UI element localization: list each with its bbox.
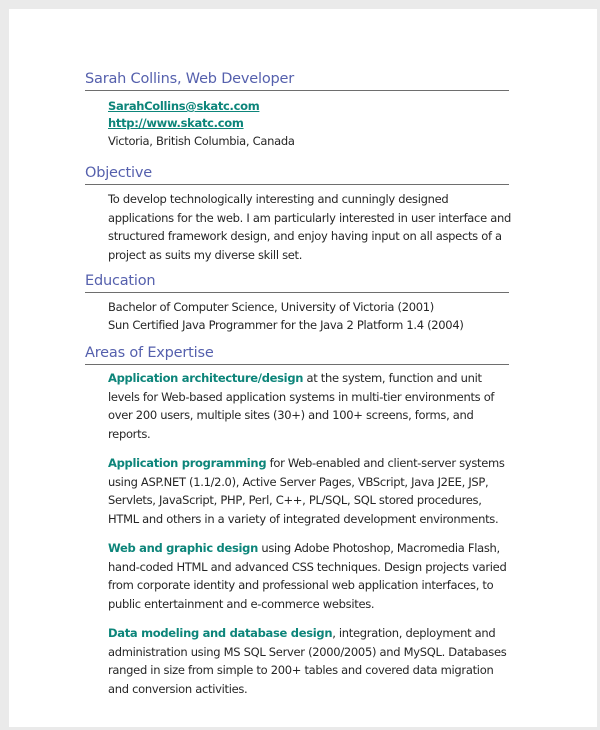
objective-text: To develop technologically interesting and cunningly designed applications for the web. I am particularly interested in user interface and structured framework design, and enjoy having input on all aspects of a project as suits my diverse skill set. — [108, 192, 511, 262]
education-item: Sun Certified Java Programmer for the Java 2 Platform 1.4 (2004) — [108, 318, 464, 332]
resume-content — [9, 9, 509, 698]
education-heading: Education — [85, 273, 509, 293]
contact-block — [108, 98, 509, 150]
expertise-item-text: for Web-enabled and client-server systems using ASP.NET (1.1/2.0), Active Server Pages, VBScript, Java J2EE, JSP, Servlets, JavaScript, PHP, Perl, C++, PL/SQL, SQL stored procedures, HTML and others in a variety of integrated development environments. — [108, 456, 505, 526]
expertise-item-lead: Web and graphic design — [108, 541, 258, 555]
expertise-heading: Areas of Expertise — [85, 345, 509, 365]
website-link[interactable]: http://www.skatc.com — [108, 116, 244, 130]
expertise-item-text: using Adobe Photoshop, Macromedia Flash, hand-coded HTML and advanced CSS techniques. Design projects varied from corporate identity and professional web application interfaces, to public entertainment and e-commerce websites. — [108, 541, 507, 611]
expertise-item-text: , integration, deployment and administration using MS SQL Server (2000/2005) and MySQL. Databases ranged in size from simple to 200+ tables and covered data migration and conversion activities. — [108, 626, 507, 696]
expertise-item — [108, 369, 512, 443]
section-expertise — [85, 345, 509, 698]
expertise-item — [108, 539, 512, 613]
expertise-item-text: at the system, function and unit levels for Web-based application systems in multi-tier environments of over 200 users, multiple sites (30+) and 100+ screens, forms, and reports. — [108, 371, 495, 441]
expertise-item — [108, 624, 512, 698]
expertise-item-lead: Data modeling and database design — [108, 626, 333, 640]
resume-name-title: Sarah Collins, Web Developer — [85, 71, 509, 91]
section-education — [85, 273, 509, 334]
objective-heading: Objective — [85, 165, 509, 185]
expertise-item — [108, 454, 512, 528]
expertise-item-lead: Application architecture/design — [108, 371, 304, 385]
section-objective — [85, 165, 509, 264]
education-item: Bachelor of Computer Science, University of Victoria (2001) — [108, 300, 434, 314]
resume-page — [9, 9, 597, 727]
contact-location: Victoria, British Columbia, Canada — [108, 134, 295, 148]
expertise-item-lead: Application programming — [108, 456, 267, 470]
education-list — [85, 298, 509, 334]
email-link[interactable]: SarahCollins@skatc.com — [108, 99, 260, 113]
